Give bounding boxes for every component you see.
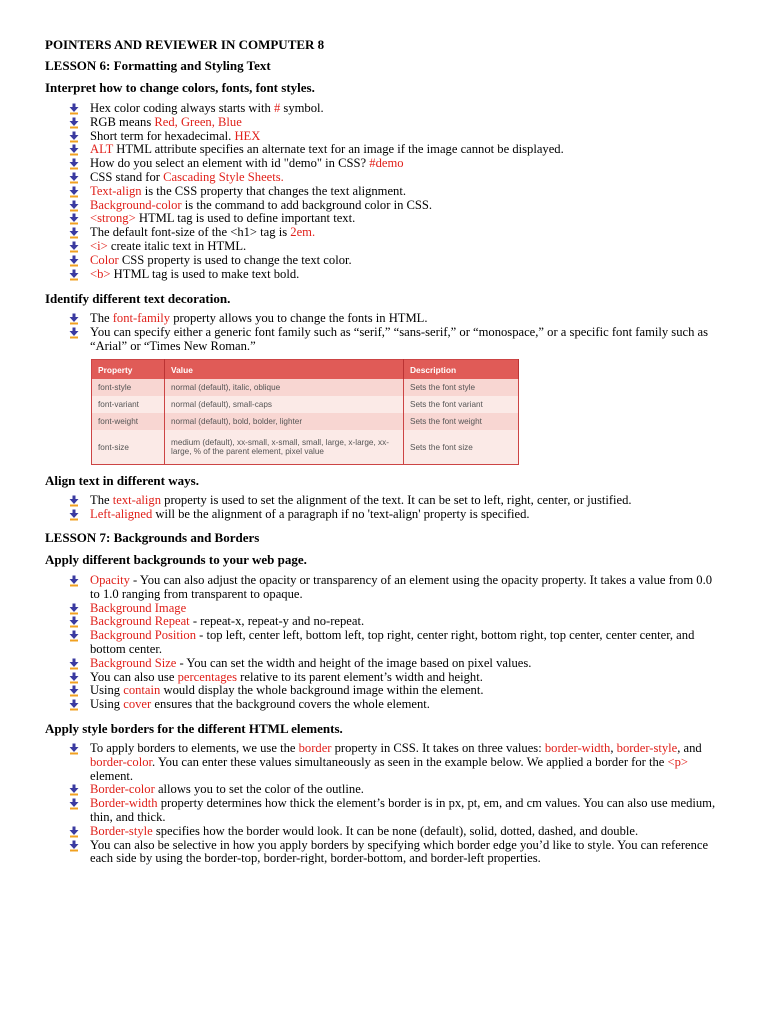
arrow-bullet-icon [68,131,80,143]
list-item [0,671,768,685]
lesson6-subheading-align-text: Align text in different ways. [45,473,199,488]
arrow-bullet-icon [68,616,80,628]
list-text: symbol. [280,101,324,115]
arrow-bullet-icon [68,630,80,642]
list-text: CSS stand for [90,169,164,184]
highlighted-text: #demo [369,156,404,171]
lesson7-heading: LESSON 7: Backgrounds and Borders [45,530,260,545]
highlighted-text: Border-width [90,796,158,811]
list-text: . You can enter these values simultaneously as seen in the example below. We applied a border for the [152,754,668,769]
table-row [92,430,519,465]
arrow-bullet-icon [68,327,80,339]
table-cell: normal (default), small-caps [165,396,404,413]
table-cell: normal (default), italic, oblique [165,379,404,396]
list-text: create italic text in HTML. [107,238,247,253]
highlighted-text: Background Image [90,600,187,615]
highlighted-text: # [273,101,281,115]
table-row [92,379,519,396]
list-text: property in CSS. It takes on three values: [331,741,545,755]
list-text: , and [677,741,702,755]
highlighted-text: text-align [112,493,161,507]
highlighted-text: font-family [112,311,171,325]
list-text: CSS property is used to change the text color. [118,252,352,267]
list-text: would display the whole background image within the element. [160,683,484,698]
table-cell: font-weight [92,413,165,430]
list-item [0,839,768,867]
list-text: will be the alignment of a paragraph if no 'text-align' property is specified. [152,506,530,521]
list-item [0,326,768,354]
highlighted-text: percentages [177,669,238,684]
highlighted-text: Border-style [90,823,153,838]
lesson6-colors-fonts-list [0,102,768,281]
list-item [0,783,768,797]
table-cell: Sets the font size [404,430,519,465]
arrow-bullet-icon [68,313,80,325]
list-text: The [90,493,113,507]
arrow-bullet-icon [68,144,80,156]
lesson6-subheading-colors-fonts: Interpret how to change colors, fonts, font styles. [45,80,315,95]
lesson7-borders-list [0,742,768,866]
list-item [0,143,768,157]
highlighted-text: Background-color [90,197,182,212]
list-text: Hex color coding always starts with [90,101,274,115]
list-text: How do you select an element with id "demo" in CSS? [90,156,370,171]
arrow-bullet-icon [68,699,80,711]
highlighted-text: 2em. [290,225,316,240]
document-title: POINTERS AND REVIEWER IN COMPUTER 8 [45,37,325,52]
list-text: You can specify either a generic font family such as “serif,” “sans-serif,” or “monospace,” or a specific font family such as “Arial” or “Times New Roman.” [90,324,709,353]
list-text: To apply borders to elements, we use the [90,741,299,755]
list-text: Using [90,683,124,698]
list-text: - You can also adjust the opacity or transparency of an element using the opacity property. It takes a value from 0.0 to 1.0 ranging from transparent to opaque. [90,573,713,601]
list-text: , [610,741,617,755]
list-item [0,116,768,130]
table-cell: font-size [92,430,165,465]
list-text: relative to its parent element’s width and height. [237,669,483,684]
arrow-bullet-icon [68,227,80,239]
lesson6-subheading-text-decoration: Identify different text decoration. [45,291,231,306]
highlighted-text: <b> [90,266,111,281]
arrow-bullet-icon [68,685,80,697]
highlighted-text: border [298,741,332,755]
lesson7-subheading-borders: Apply style borders for the different HTML elements. [45,721,343,736]
arrow-bullet-icon [68,158,80,170]
list-item [0,602,768,616]
list-item [0,157,768,171]
list-text: The default font-size of the <h1> tag is [90,225,291,240]
list-text: - repeat-x, repeat-y and no-repeat. [189,614,365,629]
highlighted-text: Opacity [90,573,130,587]
table-header-description: Description [404,360,519,380]
highlighted-text: Background Size [90,655,177,670]
list-item [0,240,768,254]
list-text: element. [90,768,134,783]
list-text: property determines how thick the element’s border is in px, pt, em, and cm values. You can also use medium, thin, and thick. [90,796,716,824]
highlighted-text: ALT [90,142,114,157]
highlighted-text: border-width [544,741,611,755]
highlighted-text: Left-aligned [90,506,153,521]
highlighted-text: border-color [90,754,152,769]
arrow-bullet-icon [68,213,80,225]
arrow-bullet-icon [68,255,80,267]
arrow-bullet-icon [68,743,80,755]
list-item [0,684,768,698]
lesson6-align-text-list [0,494,768,522]
highlighted-text: border-style [616,741,678,755]
list-text: ensures that the background covers the whole element. [151,697,430,712]
list-item [0,825,768,839]
list-text: You can also be selective in how you apply borders by specifying which border edge you’d like to style. You can reference each side by using the border-top, border-right, border-bottom, and border-left properties. [90,837,709,866]
arrow-bullet-icon [68,241,80,253]
list-item [0,312,768,326]
list-item [0,508,768,522]
table-header-property: Property [92,360,165,380]
arrow-bullet-icon [68,575,80,587]
list-item [0,102,768,116]
highlighted-text: Color [90,252,119,267]
lesson7-subheading-backgrounds: Apply different backgrounds to your web page. [45,552,307,567]
list-item [0,615,768,629]
table-cell: Sets the font style [404,379,519,396]
table-cell: medium (default), xx-small, x-small, small, large, x-large, xx-large, % of the parent element, pixel value [165,430,404,465]
highlighted-text: Border-color [90,782,155,797]
table-cell: Sets the font variant [404,396,519,413]
font-properties-table [91,359,519,465]
arrow-bullet-icon [68,117,80,129]
highlighted-text: <p> [667,754,689,769]
arrow-bullet-icon [68,798,80,810]
list-text: property is used to set the alignment of the text. It can be set to left, right, center, or justified. [161,493,632,507]
list-text: HTML tag is used to define important text. [135,211,356,226]
highlighted-text: Background Repeat [90,614,190,629]
arrow-bullet-icon [68,269,80,281]
arrow-bullet-icon [68,840,80,852]
list-text: Short term for hexadecimal. [90,128,235,143]
arrow-bullet-icon [68,784,80,796]
list-text: allows you to set the color of the outline. [154,782,364,797]
highlighted-text: Red, Green, Blue [154,114,242,129]
table-cell: normal (default), bold, bolder, lighter [165,413,404,430]
arrow-bullet-icon [68,495,80,507]
list-text: - top left, center left, bottom left, top right, center right, bottom right, top center, center center, and bottom center. [90,628,695,656]
highlighted-text: Cascading Style Sheets. [163,169,284,184]
list-text: is the CSS property that changes the text alignment. [141,183,406,198]
list-text: Using [90,697,124,712]
arrow-bullet-icon [68,186,80,198]
lesson6-heading: LESSON 6: Formatting and Styling Text [45,58,271,73]
arrow-bullet-icon [68,103,80,115]
arrow-bullet-icon [68,509,80,521]
list-text: HTML tag is used to make text bold. [110,266,300,281]
arrow-bullet-icon [68,200,80,212]
list-text: RGB means [90,114,155,129]
highlighted-text: Background Position [90,628,196,643]
list-item [0,199,768,213]
arrow-bullet-icon [68,603,80,615]
highlighted-text: Text-align [90,183,142,198]
table-cell: font-style [92,379,165,396]
highlighted-text: <i> [90,238,108,253]
list-text: is the command to add background color in CSS. [181,197,433,212]
list-text: specifies how the border would look. It can be none (default), solid, dotted, dashed, and double. [152,823,639,838]
table-row [92,413,519,430]
list-item [0,629,768,657]
list-item [0,171,768,185]
arrow-bullet-icon [68,672,80,684]
list-item [0,698,768,712]
highlighted-text: contain [123,683,161,698]
highlighted-text: <strong> [90,211,136,226]
list-item [0,797,768,825]
list-text: You can also use [90,669,178,684]
arrow-bullet-icon [68,826,80,838]
lesson7-backgrounds-list [0,574,768,712]
list-item [0,574,768,602]
list-text: property allows you to change the fonts in HTML. [170,311,428,325]
arrow-bullet-icon [68,658,80,670]
list-text: HTML attribute specifies an alternate text for an image if the image cannot be displayed. [113,142,564,157]
list-item [0,254,768,268]
table-cell: font-variant [92,396,165,413]
table-cell: Sets the font weight [404,413,519,430]
list-item [0,657,768,671]
list-item [0,185,768,199]
list-item [0,268,768,282]
table-header-value: Value [165,360,404,380]
arrow-bullet-icon [68,172,80,184]
highlighted-text: HEX [234,128,261,143]
lesson6-text-decoration-list [0,312,768,353]
list-item [0,212,768,226]
table-row [92,396,519,413]
highlighted-text: cover [123,697,152,712]
list-item [0,130,768,144]
list-item [0,494,768,508]
list-item [0,226,768,240]
list-text: - You can set the width and height of the image based on pixel values. [176,655,532,670]
list-item [0,742,768,783]
list-text: The [90,311,113,325]
